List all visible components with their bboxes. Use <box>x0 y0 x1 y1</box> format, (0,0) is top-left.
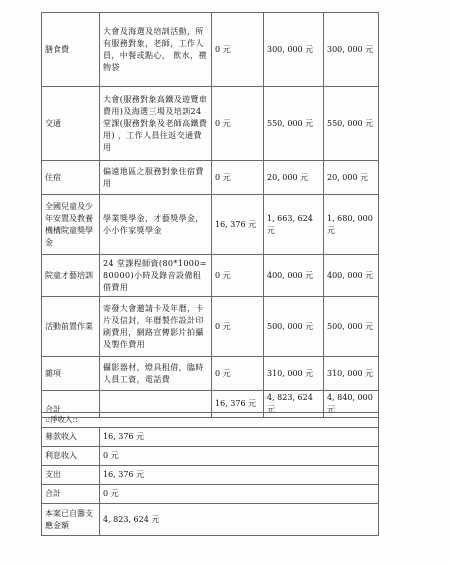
amount-cell: 0 元 <box>212 297 264 357</box>
total-amount: 16, 376 元 <box>212 391 264 418</box>
description-cell: 24 堂課程師資(80*1000=80000)小時及錄音設備租借費用 <box>100 255 212 297</box>
amount-cell: 310, 000 元 <box>324 357 379 391</box>
amount-cell: 550, 000 元 <box>324 87 379 161</box>
item-cell: 全國兒童及少年安置及教養機構院童獎學金 <box>42 195 100 255</box>
item-cell: 膳食費 <box>42 13 100 87</box>
summary-label: 利息收入 <box>42 447 100 466</box>
item-cell: 院童才藝培訓 <box>42 255 100 297</box>
table-row <box>42 161 379 195</box>
table-row <box>42 255 379 297</box>
summary-label: 募款收入 <box>42 428 100 447</box>
amount-cell: 310, 000 元 <box>264 357 324 391</box>
amount-cell: 400, 000 元 <box>324 255 379 297</box>
amount-cell: 400, 000 元 <box>264 255 324 297</box>
total-amount: 4, 823, 624 元 <box>264 391 324 418</box>
section-title: ::淨收入:: <box>42 413 379 428</box>
description-cell: 大會及海選及培訓活動，所有服務對象，老師，工作人員，中餐或點心， 飲水，禮物袋 <box>100 13 212 87</box>
description-cell: 學業獎學金，才藝獎學金，小小作家獎學金 <box>100 195 212 255</box>
total-amount: 4, 840, 000 元 <box>324 391 379 418</box>
amount-cell: 0 元 <box>212 357 264 391</box>
summary-label: 本案已自籌支應金額 <box>42 504 100 536</box>
table-row <box>42 297 379 357</box>
table-row <box>42 466 379 485</box>
description-cell: 寄發大會邀請卡及年曆，卡片及信封，年曆製作設計印刷費用，網路宣傳影片拍攝及製作費用 <box>100 297 212 357</box>
amount-cell: 300, 000 元 <box>324 13 379 87</box>
amount-cell: 20, 000 元 <box>324 161 379 195</box>
amount-cell: 500, 000 元 <box>324 297 379 357</box>
summary-value: 16, 376 元 <box>100 466 379 485</box>
net-income-table <box>41 412 379 536</box>
summary-value: 4, 823, 624 元 <box>100 504 379 536</box>
amount-cell: 20, 000 元 <box>264 161 324 195</box>
amount-cell: 16, 376 元 <box>212 195 264 255</box>
summary-label: 合計 <box>42 485 100 504</box>
amount-cell: 1, 680, 000 元 <box>324 195 379 255</box>
amount-cell: 1, 663, 624 元 <box>264 195 324 255</box>
amount-cell: 550, 000 元 <box>264 87 324 161</box>
table-row <box>42 447 379 466</box>
budget-table <box>41 12 379 418</box>
table-row <box>42 428 379 447</box>
amount-cell: 0 元 <box>212 13 264 87</box>
summary-value: 0 元 <box>100 447 379 466</box>
item-cell: 雜項 <box>42 357 100 391</box>
table-row <box>42 504 379 536</box>
summary-value: 0 元 <box>100 485 379 504</box>
item-cell: 活動前置作業 <box>42 297 100 357</box>
description-cell: 攝影器材，燈具租借，臨時人員工資，電話費 <box>100 357 212 391</box>
table-row <box>42 357 379 391</box>
summary-value: 16, 376 元 <box>100 428 379 447</box>
amount-cell: 500, 000 元 <box>264 297 324 357</box>
section-header-row <box>42 413 379 428</box>
amount-cell: 0 元 <box>212 255 264 297</box>
description-cell: 偏遠地區之服務對象住宿費用 <box>100 161 212 195</box>
table-row <box>42 195 379 255</box>
amount-cell: 0 元 <box>212 161 264 195</box>
table-row <box>42 13 379 87</box>
table-row <box>42 87 379 161</box>
description-cell: 大會(服務對象高鐵及遊覽車費用)及海選三場及培訓24堂課(服務對象及老師高鐵費用) ，工作人員往返交通費用 <box>100 87 212 161</box>
amount-cell: 300, 000 元 <box>264 13 324 87</box>
item-cell: 住宿 <box>42 161 100 195</box>
amount-cell: 0 元 <box>212 87 264 161</box>
total-label: 合計 <box>42 391 100 418</box>
table-row <box>42 485 379 504</box>
item-cell: 交通 <box>42 87 100 161</box>
summary-label: 支出 <box>42 466 100 485</box>
